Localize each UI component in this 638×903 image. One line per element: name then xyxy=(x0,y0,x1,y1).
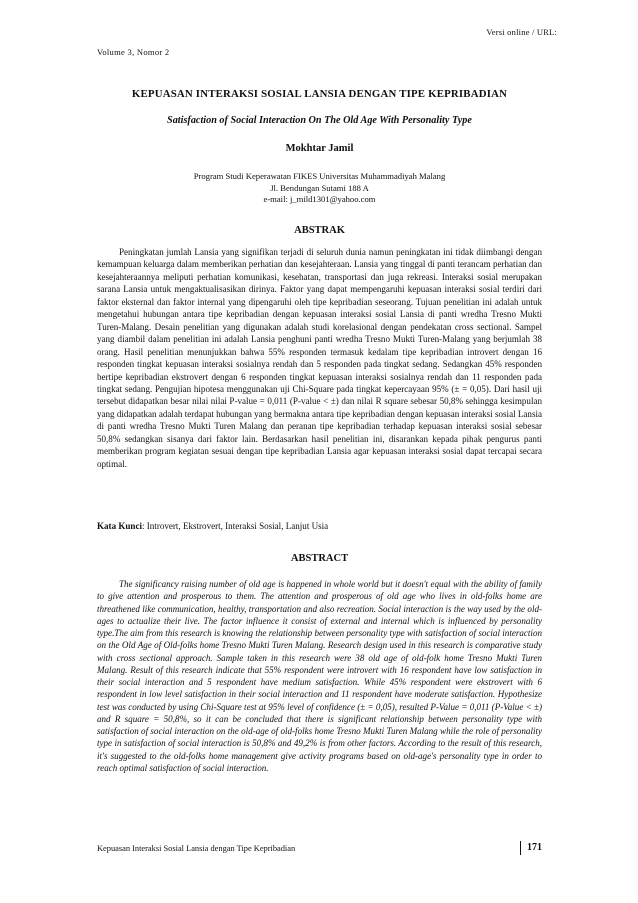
abstract-heading: ABSTRACT xyxy=(290,553,349,564)
abstrak-body: Peningkatan jumlah Lansia yang signifikan terjadi di seluruh dunia namun peningkatan ini tidak diimbangi dengan kemampuan keluarga dalam memberikan perhatian dan kesejahteraan. Lansia yang tinggal di panti terancam perhatian dan kesejahteraannya meliputi perhatian komunikasi, kesehatan, transportasi dan juga rekreasi. Interaksi sosial merupakan sarana Lansia untuk mengaktualisasikan dirinya. Faktor yang dapat mempengaruhi kepuasan interaksi sosial terdiri dari faktor eksternal dan faktor internal yang dipengaruhi oleh tipe kepribadian seseorang. Tujuan penelitian ini adalah untuk mengetahui hubungan antara tipe kepribadian dengan kepuasan interaksi sosial Lansia di panti wredha Tresno Mukti Turen-Malang. Desain penelitian yang digunakan adalah studi korelasional dengan pendekatan cross sectional. Sampel yang diambil dalam penelitian ini adalah Lansia penghuni panti wredha Tresno Mukti Turen-Malang yang berjumlah 38 orang. Hasil penelitian menunjukkan bahwa 55% responden termasuk kedalam tipe kepribadian introvert dengan 16 responden tingkat kepuasan interaksi sosialnya rendah dan 5 responden pada tingkat sedang. Sedangkan 45% responden bertipe kepribadian ekstrovert dengan 6 responden tingkat kepuasan interaksi sosialnya rendah dan 11 responden pada tingkat sedang. Pengujian hipotesa menggunakan uji Chi-Square pada tingkat kepercayaan 95% (± = 0,05). Dari hasil uji tersebut didapatkan besar nilai nilai P-value = 0,011 (P-value < ±) dan nilai R square sebesar 50,8% sehingga kesimpulan yang didapatkan adalah terdapat hubungan yang bermakna antara tipe kepribadian dengan kepuasan interaksi sosial Lansia di panti wredha Tresno Mukti Turen Malang dan peranan tipe kepribadian terhadap kepuasan interaksi sosial sebesar 50,8% sedangkan sisanya dari faktor lain. Berdasarkan hasil penelitian ini, disarankan kepada pihak pengurus panti memberikan program kegiatan sesuai dengan tipe kepribadian Lansia agar kepuasan interaksi sosial dapat tercapai secara optimal. xyxy=(97,247,542,469)
keywords-label: Kata Kunci xyxy=(97,521,142,531)
paper-title: KEPUASAN INTERAKSI SOSIAL LANSIA DENGAN TIPE KEPRIBADIAN xyxy=(131,88,508,100)
abstrak-heading: ABSTRAK xyxy=(294,225,345,236)
keywords-text: : Introvert, Ekstrovert, Interaksi Sosial, Lanjut Usia xyxy=(142,521,329,531)
page-number: 171 xyxy=(520,841,542,855)
affiliation-address: Jl. Bendungan Sutami 188 A xyxy=(270,182,369,193)
keywords-line xyxy=(97,521,542,531)
running-title: Kepuasan Interaksi Sosial Lansia dengan Tipe Kepribadian xyxy=(97,844,296,853)
affiliation-email: e-mail: j_mild1301@yahoo.com xyxy=(263,194,376,204)
author-name: Mokhtar Jamil xyxy=(285,143,354,154)
volume-label: Volume 3, Nomor 2 xyxy=(97,47,170,57)
affiliation-institution: Program Studi Keperawatan FIKES Universitas Muhammadiyah Malang xyxy=(193,171,446,181)
affiliation-block xyxy=(97,171,542,206)
paper-subtitle: Satisfaction of Social Interaction On The Old Age With Personality Type xyxy=(167,115,472,126)
abstract-body: The significancy raising number of old age is happened in whole world but it doesn't equal with the ability of family to give attention and prosperous to them. The attention and prosperous of old age who lives in old-folks home are threathened like communication, healthy, transportation and also recreation. Social interaction is the way used by the old-ages to actualize their live. The factor influence it consist of external and internal which is influenced by personality type.The aim from this research is knowing the relationship between personality type with satisfaction of social interaction on the Old Age of Old-folks home Tresno Mukti Turen Malang. Research design used in this research is comparative study with cross sectional approach. Sample taken in this research were 38 old age of old-folk home Tresno Mukti Turen Malang. Result of this research indicate that 55% respondent were introvert with 16 respondent have low satisfaction in their social interaction and 5 respondent have medium satisfaction. While 45% respondent were ekstrovert with 6 respondent in low level satisfaction in their social interaction and 11 respondent have moderate satisfaction. Hypothesize test was conducted by using Chi-Square test at 95% level of confidence (± = 0,05), resulted P-Value = 0,011 (P-Value < ±) and R square = 50,8%, so it can be concluded that there is significant relationship between personality type with satisfaction of social interaction on the old-age of old-folks home Tresno Mukti Turen Malang while the role of personality type in satisfaction of social interaction is 50,8% and 49,2% is from other factors. According to the result of this research, it's suggested to the old-folks home management give activity programs based on old-age's personality type in order to reach optimal satisfaction of social interaction. xyxy=(97,579,542,773)
online-version-label: Versi online / URL: xyxy=(486,27,557,37)
